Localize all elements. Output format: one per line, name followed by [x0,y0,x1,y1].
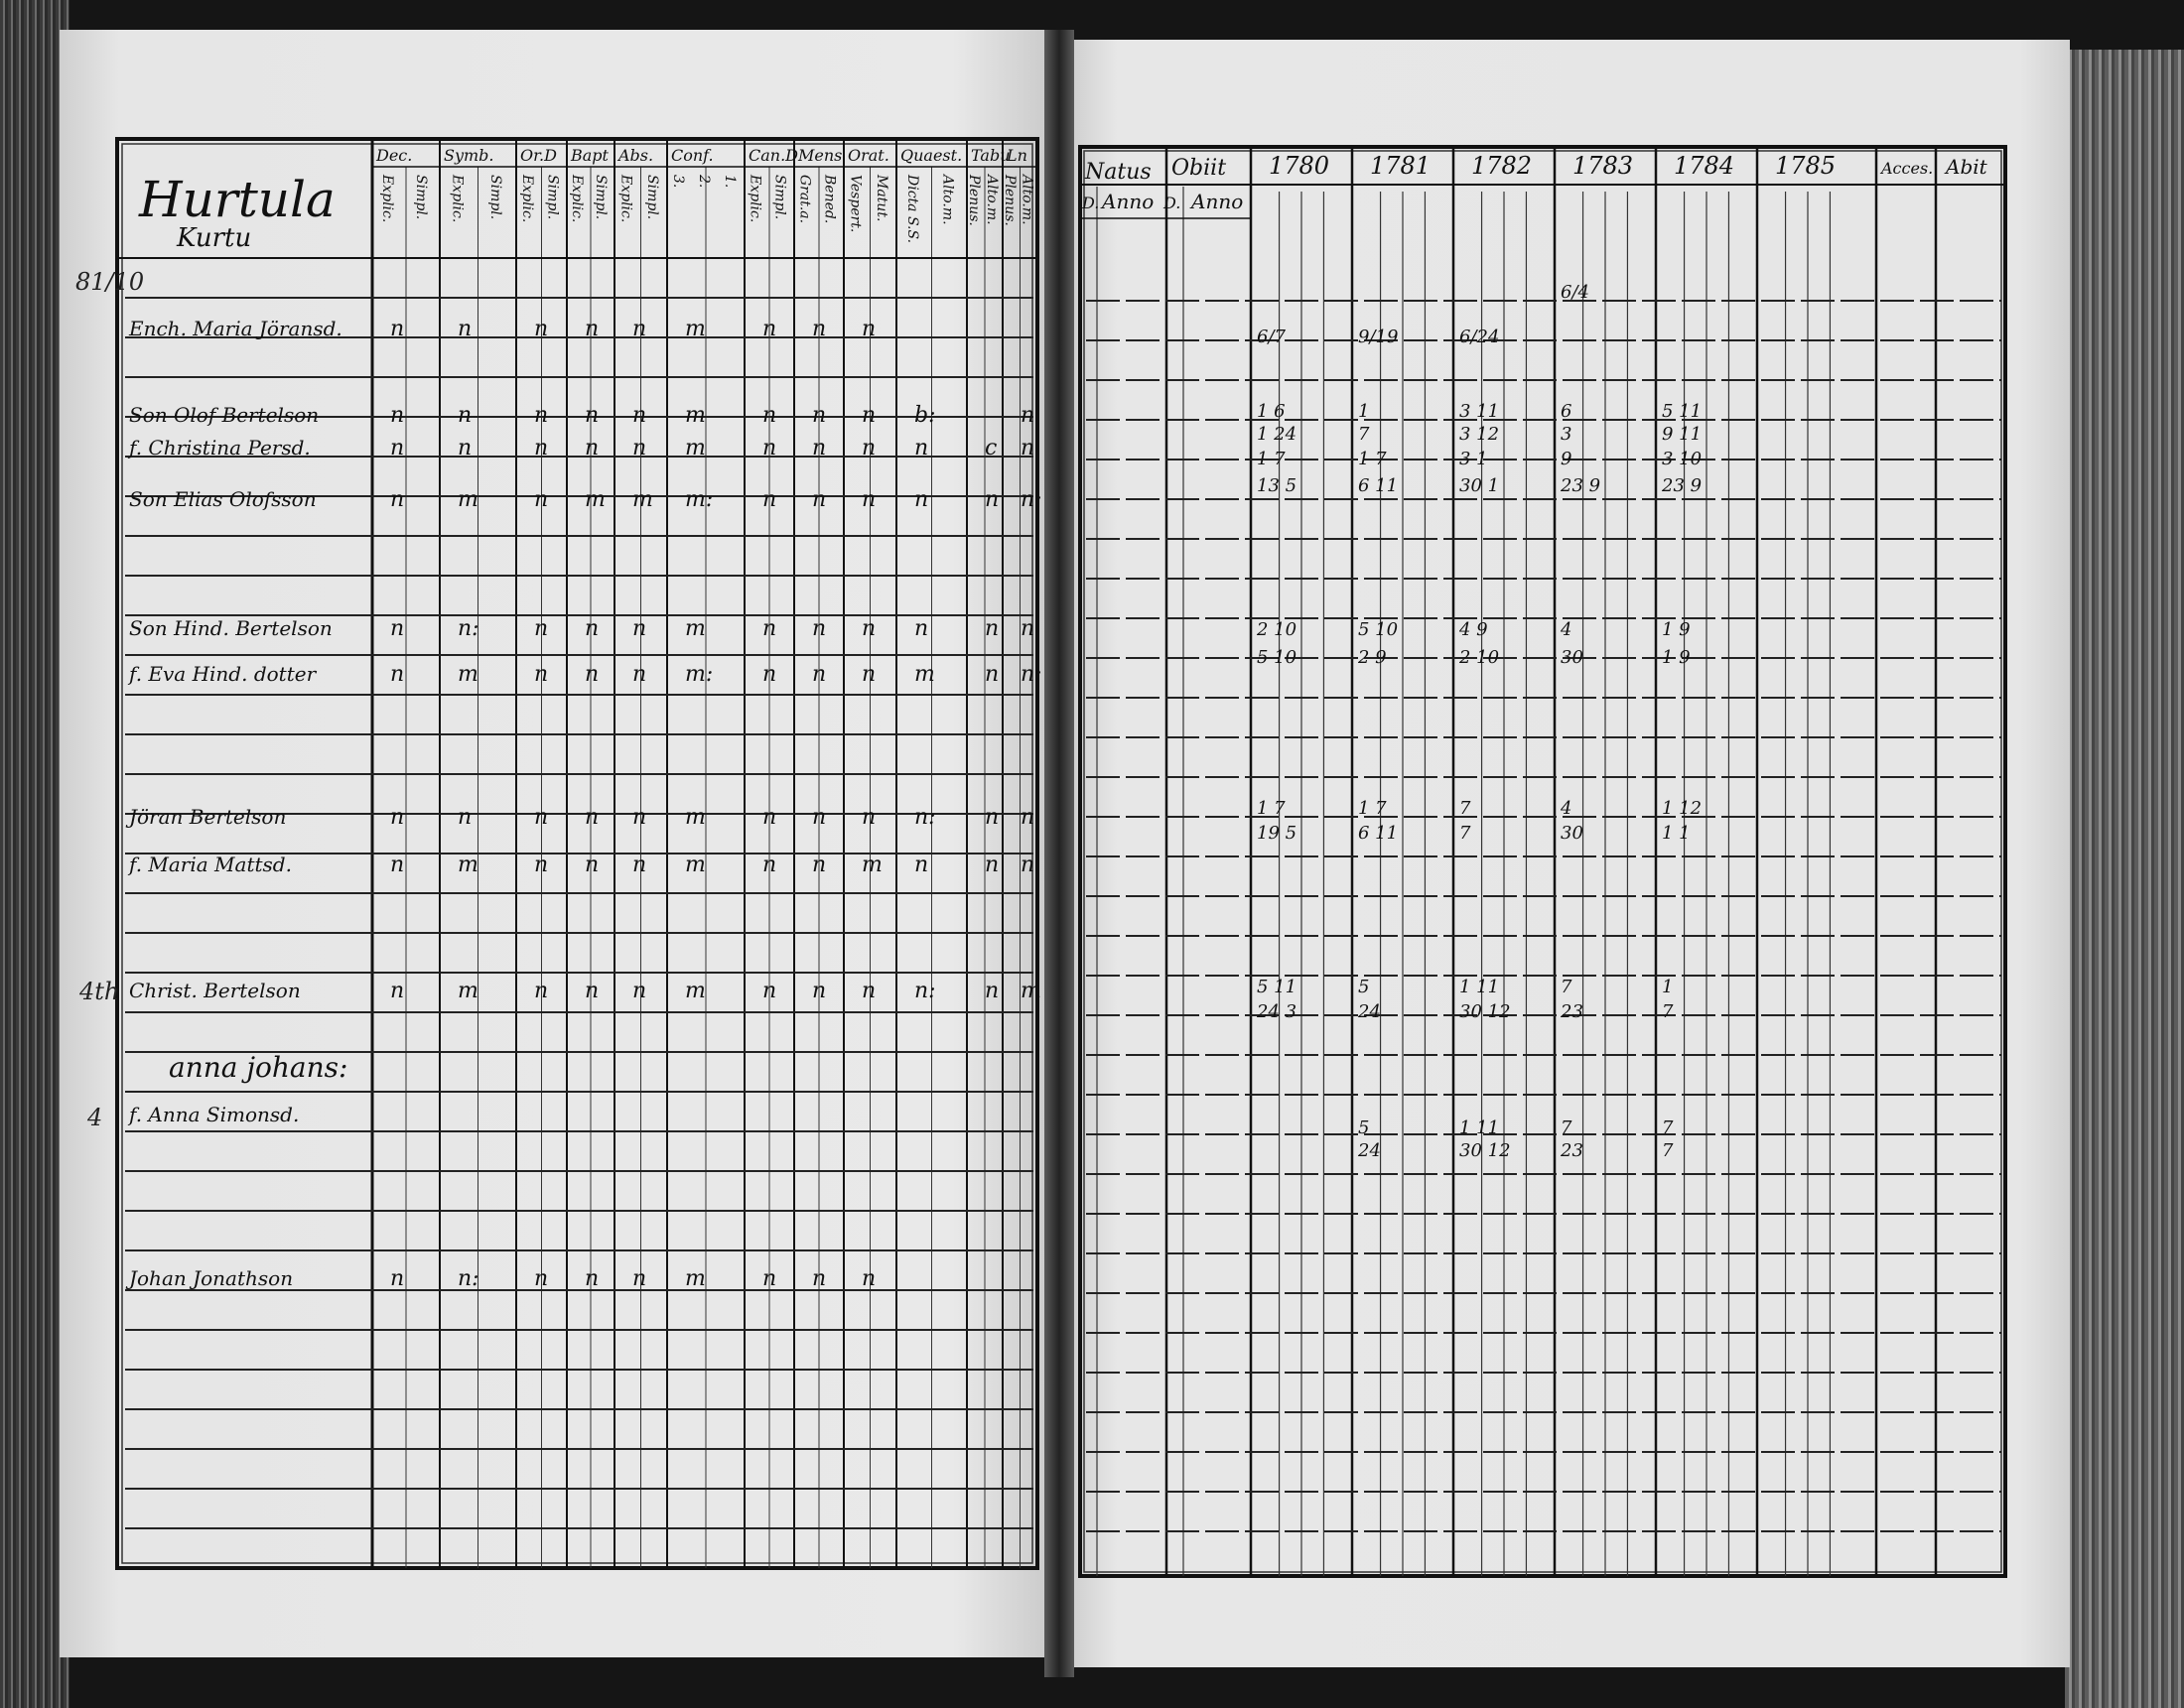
right-year-entry: 5 11 [1257,977,1297,997]
left-row-mark: n [632,436,647,460]
left-col-header: Or.D [520,146,557,165]
right-year-entry: 30 1 [1459,475,1500,496]
right-year-entry: 1 11 [1459,977,1500,997]
left-col-header: Bapt [571,146,609,165]
left-row-mark: m [685,853,706,877]
margin-note-1: 81/10 [75,268,145,296]
left-col-subheader: Vespert. [847,175,864,233]
left-col-header: Quaest. [900,146,963,165]
right-year-entry: 1 7 [1257,798,1286,819]
left-row-mark: n [914,487,929,512]
left-row-mark: m [1021,979,1041,1003]
right-ledger-text [1081,152,1988,1161]
left-col-header: Abs. [618,146,654,165]
right-year-entry: 30 12 [1459,1140,1511,1161]
left-row-mark: n [585,403,600,428]
left-row-mark: n [632,403,647,428]
natus-header: Natus [1085,160,1152,185]
left-col-subheader: Simpl. [486,175,503,220]
left-row-mark: n [914,436,929,460]
left-row-name: Ench. Maria Jöransd. [129,317,342,340]
left-row-name: f. Anna Simonsd. [129,1103,300,1126]
left-row-mark: n [762,317,777,341]
left-row-mark: n [762,853,777,877]
left-col-subheader: Alto.m. [939,175,956,225]
left-row-mark: n [985,805,1000,830]
left-row-mark: n [812,805,827,830]
right-year-entry: 6/7 [1257,327,1286,347]
right-table-border [1080,147,2005,1576]
right-year-entry: 24 [1358,1001,1381,1022]
right-year-entry: 1 7 [1358,449,1387,469]
left-row-mark: n [762,436,777,460]
left-row-mark: n [762,1266,777,1291]
right-year-entry: 1 9 [1662,619,1691,640]
left-row-name: anna johans: [169,1051,348,1084]
left-row-mark: n [762,805,777,830]
left-row-name: f. Christina Persd. [129,436,311,460]
left-row-mark: n [762,616,777,641]
left-row-mark: m [862,853,883,877]
left-col-subheader: Matut. [873,175,889,222]
left-row-mark: n [762,403,777,428]
left-row-mark: n [862,616,877,641]
right-ledger-grid [1080,147,2005,1576]
left-row-name: f. Maria Mattsd. [129,853,292,876]
right-year-entry: 5 [1358,977,1370,997]
left-row-mark: m [685,317,706,341]
right-year-entry: 1 12 [1662,798,1703,819]
left-row-mark: n [1021,805,1035,830]
left-row-mark: m [632,487,653,512]
left-row-mark: n [534,403,549,428]
left-row-mark: n [862,1266,877,1291]
left-col-subheader: Explic. [747,175,763,223]
obiit-day-header: D. [1163,194,1181,212]
left-col-header: Can.D [749,146,798,165]
left-row-mark: n [812,317,827,341]
right-year-entry: 3 10 [1662,449,1703,469]
left-row-mark: n [585,616,600,641]
right-year-entry: 1 9 [1662,647,1691,668]
left-col-subheader: Explic. [449,175,466,223]
left-row-mark: n: [1021,487,1042,512]
left-row-mark: n [862,436,877,460]
left-row-mark: n [585,317,600,341]
left-col-subheader: Plenus. [966,175,982,226]
right-year-entry: 4 [1561,619,1572,640]
right-year-entry: 5 10 [1257,647,1297,668]
right-year-entry: 1 [1662,977,1674,997]
left-row-mark: n [585,662,600,687]
right-year-entry: 30 [1561,647,1583,668]
left-row-mark: n [458,317,473,341]
right-year-entry: 3 [1561,424,1572,445]
right-year-entry: 1 [1358,401,1370,422]
abiit-header: Abit [1946,155,1987,179]
right-year-header: 1783 [1572,152,1634,180]
left-row-mark: n [1021,853,1035,877]
left-row-mark: m [458,662,478,687]
left-row-name: Jöran Bertelson [129,805,287,829]
left-col-header: Tabu [971,146,1011,165]
right-year-entry: 1 6 [1257,401,1286,422]
left-col-subheader: Explic. [379,175,395,223]
left-row-mark: m [685,805,706,830]
left-row-mark: n [632,979,647,1003]
left-row-name: Christ. Bertelson [129,979,301,1002]
left-col-subheader: Plenus. [1001,175,1018,226]
left-row-name: Johan Jonathson [129,1266,294,1290]
right-year-entry: 5 [1358,1117,1370,1138]
right-year-entry: 7 [1459,798,1471,819]
left-col-subheader: Explic. [518,175,535,223]
left-row-mark: n [762,979,777,1003]
left-col-subheader: Dicta S.S. [903,175,920,244]
left-col-subheader: Simpl. [413,175,429,220]
left-row-mark: b: [914,403,936,428]
left-row-name: f. Eva Hind. dotter [129,662,317,686]
right-year-entry: 3 11 [1459,401,1500,422]
left-row-mark: n [812,662,827,687]
left-row-mark: n [812,403,827,428]
left-row-mark: n [862,979,877,1003]
left-row-name: Son Hind. Bertelson [129,616,333,640]
left-row-mark: m [685,436,706,460]
right-year-entry: 30 12 [1459,1001,1511,1022]
left-row-mark: n [632,616,647,641]
left-row-mark: n [585,979,600,1003]
left-row-mark: n: [458,1266,479,1291]
right-year-entry: 23 [1561,1001,1583,1022]
obiit-year-header: Anno [1191,190,1244,213]
right-year-entry: 4 [1561,798,1572,819]
left-row-mark: n [632,662,647,687]
left-row-mark: n [585,1266,600,1291]
right-year-entry: 7 [1358,424,1370,445]
left-col-header: Ln [1007,146,1027,165]
right-year-header: 1784 [1674,152,1735,180]
left-row-mark: n [914,616,929,641]
right-year-entry: 1 7 [1257,449,1286,469]
accessit-header: Acces. [1881,159,1934,178]
left-row-mark: n [534,317,549,341]
left-row-mark: n [812,487,827,512]
margin-note-3: 4 [87,1104,103,1131]
left-row-mark: n [914,853,929,877]
left-row-mark: n [390,436,405,460]
right-year-entry: 24 [1358,1140,1381,1161]
right-year-entry: 9 11 [1662,424,1703,445]
left-row-mark: m: [685,487,714,512]
right-year-header: 1782 [1471,152,1533,180]
right-year-entry: 5 10 [1358,619,1399,640]
right-year-entry: 2 10 [1257,619,1297,640]
right-year-entry: 7 [1662,1001,1674,1022]
left-row-mark: n [534,853,549,877]
left-col-header: Orat. [848,146,889,165]
left-row-mark: n [632,805,647,830]
left-row-mark: n [632,853,647,877]
left-row-mark: n [534,436,549,460]
left-row-mark: m [458,487,478,512]
left-col-subheader: 3. [670,175,686,189]
right-year-entry: 7 [1662,1117,1674,1138]
left-row-mark: m [458,853,478,877]
left-row-mark: m [458,979,478,1003]
left-col-subheader: 1. [722,175,738,189]
left-row-mark: n: [1021,662,1042,687]
right-year-entry: 7 [1561,1117,1572,1138]
left-row-name: Son Elias Olofsson [129,487,317,511]
left-row-mark: n [390,805,405,830]
left-ledger-text [125,146,1042,1291]
left-row-mark: n [585,853,600,877]
right-year-entry: 1 1 [1662,823,1691,844]
left-row-mark: n [862,487,877,512]
left-row-mark: n [458,403,473,428]
left-row-mark: m [914,662,935,687]
left-row-mark: n [390,487,405,512]
right-year-entry: 1 24 [1257,424,1297,445]
left-row-mark: n [390,317,405,341]
left-row-mark: n [862,317,877,341]
right-year-entry: 2 10 [1459,647,1500,668]
right-year-entry: 6 11 [1358,823,1399,844]
right-year-entry: 2 9 [1358,647,1387,668]
left-col-subheader: Bened. [821,175,838,224]
left-row-mark: n [985,979,1000,1003]
right-year-entry: 9 [1561,449,1572,469]
right-year-entry: 6/24 [1459,327,1500,347]
left-row-mark: c [985,436,998,460]
left-row-mark: n [390,1266,405,1291]
left-row-mark: n [762,662,777,687]
right-year-entry: 1 7 [1358,798,1387,819]
right-year-entry: 3 12 [1459,424,1500,445]
left-row-mark: n [390,403,405,428]
left-col-header: Dec. [376,146,413,165]
left-col-subheader: Grat.a. [796,175,813,224]
left-row-mark: n [1021,436,1035,460]
left-row-mark: n [812,853,827,877]
left-row-mark: n [585,805,600,830]
left-row-mark: n: [914,805,936,830]
right-year-entry: 6/4 [1561,282,1589,303]
natus-year-header: Anno [1102,190,1155,213]
left-row-mark: n [534,979,549,1003]
left-row-mark: n [390,662,405,687]
left-col-subheader: Simpl. [593,175,609,220]
left-col-subheader: Explic. [617,175,634,223]
right-year-entry: 7 [1662,1140,1674,1161]
left-row-mark: n [812,616,827,641]
left-row-mark: n [534,1266,549,1291]
left-row-mark: n [812,436,827,460]
left-row-mark: n [985,662,1000,687]
left-col-header: Symb. [444,146,494,165]
right-year-header: 1785 [1775,152,1837,180]
right-year-entry: 5 11 [1662,401,1703,422]
right-year-entry: 1 11 [1459,1117,1500,1138]
left-row-mark: n [632,1266,647,1291]
left-row-mark: n [390,979,405,1003]
left-row-mark: n [812,979,827,1003]
left-row-mark: n [812,1266,827,1291]
right-year-header: 1780 [1269,152,1330,180]
parish-subtitle: Kurtu [177,223,252,253]
left-row-mark: n [390,853,405,877]
left-row-mark: n [985,487,1000,512]
left-row-mark: n [862,403,877,428]
right-year-entry: 7 [1459,823,1471,844]
right-year-entry: 6 [1561,401,1572,422]
left-row-mark: n [762,487,777,512]
right-year-entry: 23 [1561,1140,1583,1161]
left-col-header: Conf. [671,146,714,165]
left-row-mark: n: [458,616,479,641]
left-row-mark: n [534,616,549,641]
obiit-header: Obiit [1171,156,1227,181]
right-year-entry: 4 9 [1459,619,1488,640]
right-year-entry: 30 [1561,823,1583,844]
left-row-mark: m [685,616,706,641]
left-row-mark: n [390,616,405,641]
left-col-header: Mens [798,146,843,165]
left-col-subheader: Simpl. [643,175,660,220]
left-row-mark: n [458,436,473,460]
left-row-mark: n [1021,616,1035,641]
left-row-mark: n [632,317,647,341]
left-row-mark: m [685,979,706,1003]
left-row-mark: n [862,805,877,830]
left-row-mark: n: [914,979,936,1003]
right-year-entry: 9/19 [1358,327,1399,347]
right-year-entry: 23 9 [1561,475,1601,496]
natus-day-header: D. [1082,194,1100,212]
right-year-entry: 19 5 [1257,823,1297,844]
right-year-entry: 23 9 [1662,475,1703,496]
left-row-mark: n [985,853,1000,877]
margin-note-2: 4th [79,978,120,1005]
left-row-mark: m: [685,662,714,687]
right-year-entry: 24 3 [1257,1001,1297,1022]
left-col-subheader: Explic. [569,175,585,223]
right-year-header: 1781 [1370,152,1432,180]
left-col-subheader: Alto.m. [1019,175,1035,225]
parish-title: Hurtula [139,171,336,228]
left-row-mark: m [585,487,606,512]
right-year-entry: 3 1 [1459,449,1488,469]
right-table-inner-border [1084,151,2001,1572]
right-year-entry: 6 11 [1358,475,1399,496]
left-row-mark: n [1021,403,1035,428]
left-row-mark: n [458,805,473,830]
left-row-mark: n [534,487,549,512]
left-row-mark: n [985,616,1000,641]
right-year-entry: 7 [1561,977,1572,997]
left-row-name: Son Olof Bertelson [129,403,320,427]
left-col-subheader: Simpl. [544,175,561,220]
left-col-subheader: 2. [696,175,712,189]
left-col-subheader: Simpl. [771,175,788,220]
left-row-mark: m [685,1266,706,1291]
left-row-mark: n [585,436,600,460]
right-year-entry: 13 5 [1257,475,1297,496]
left-col-subheader: Alto.m. [984,175,1000,225]
left-row-mark: n [534,805,549,830]
left-row-mark: m [685,403,706,428]
left-row-mark: n [534,662,549,687]
left-row-mark: n [862,662,877,687]
